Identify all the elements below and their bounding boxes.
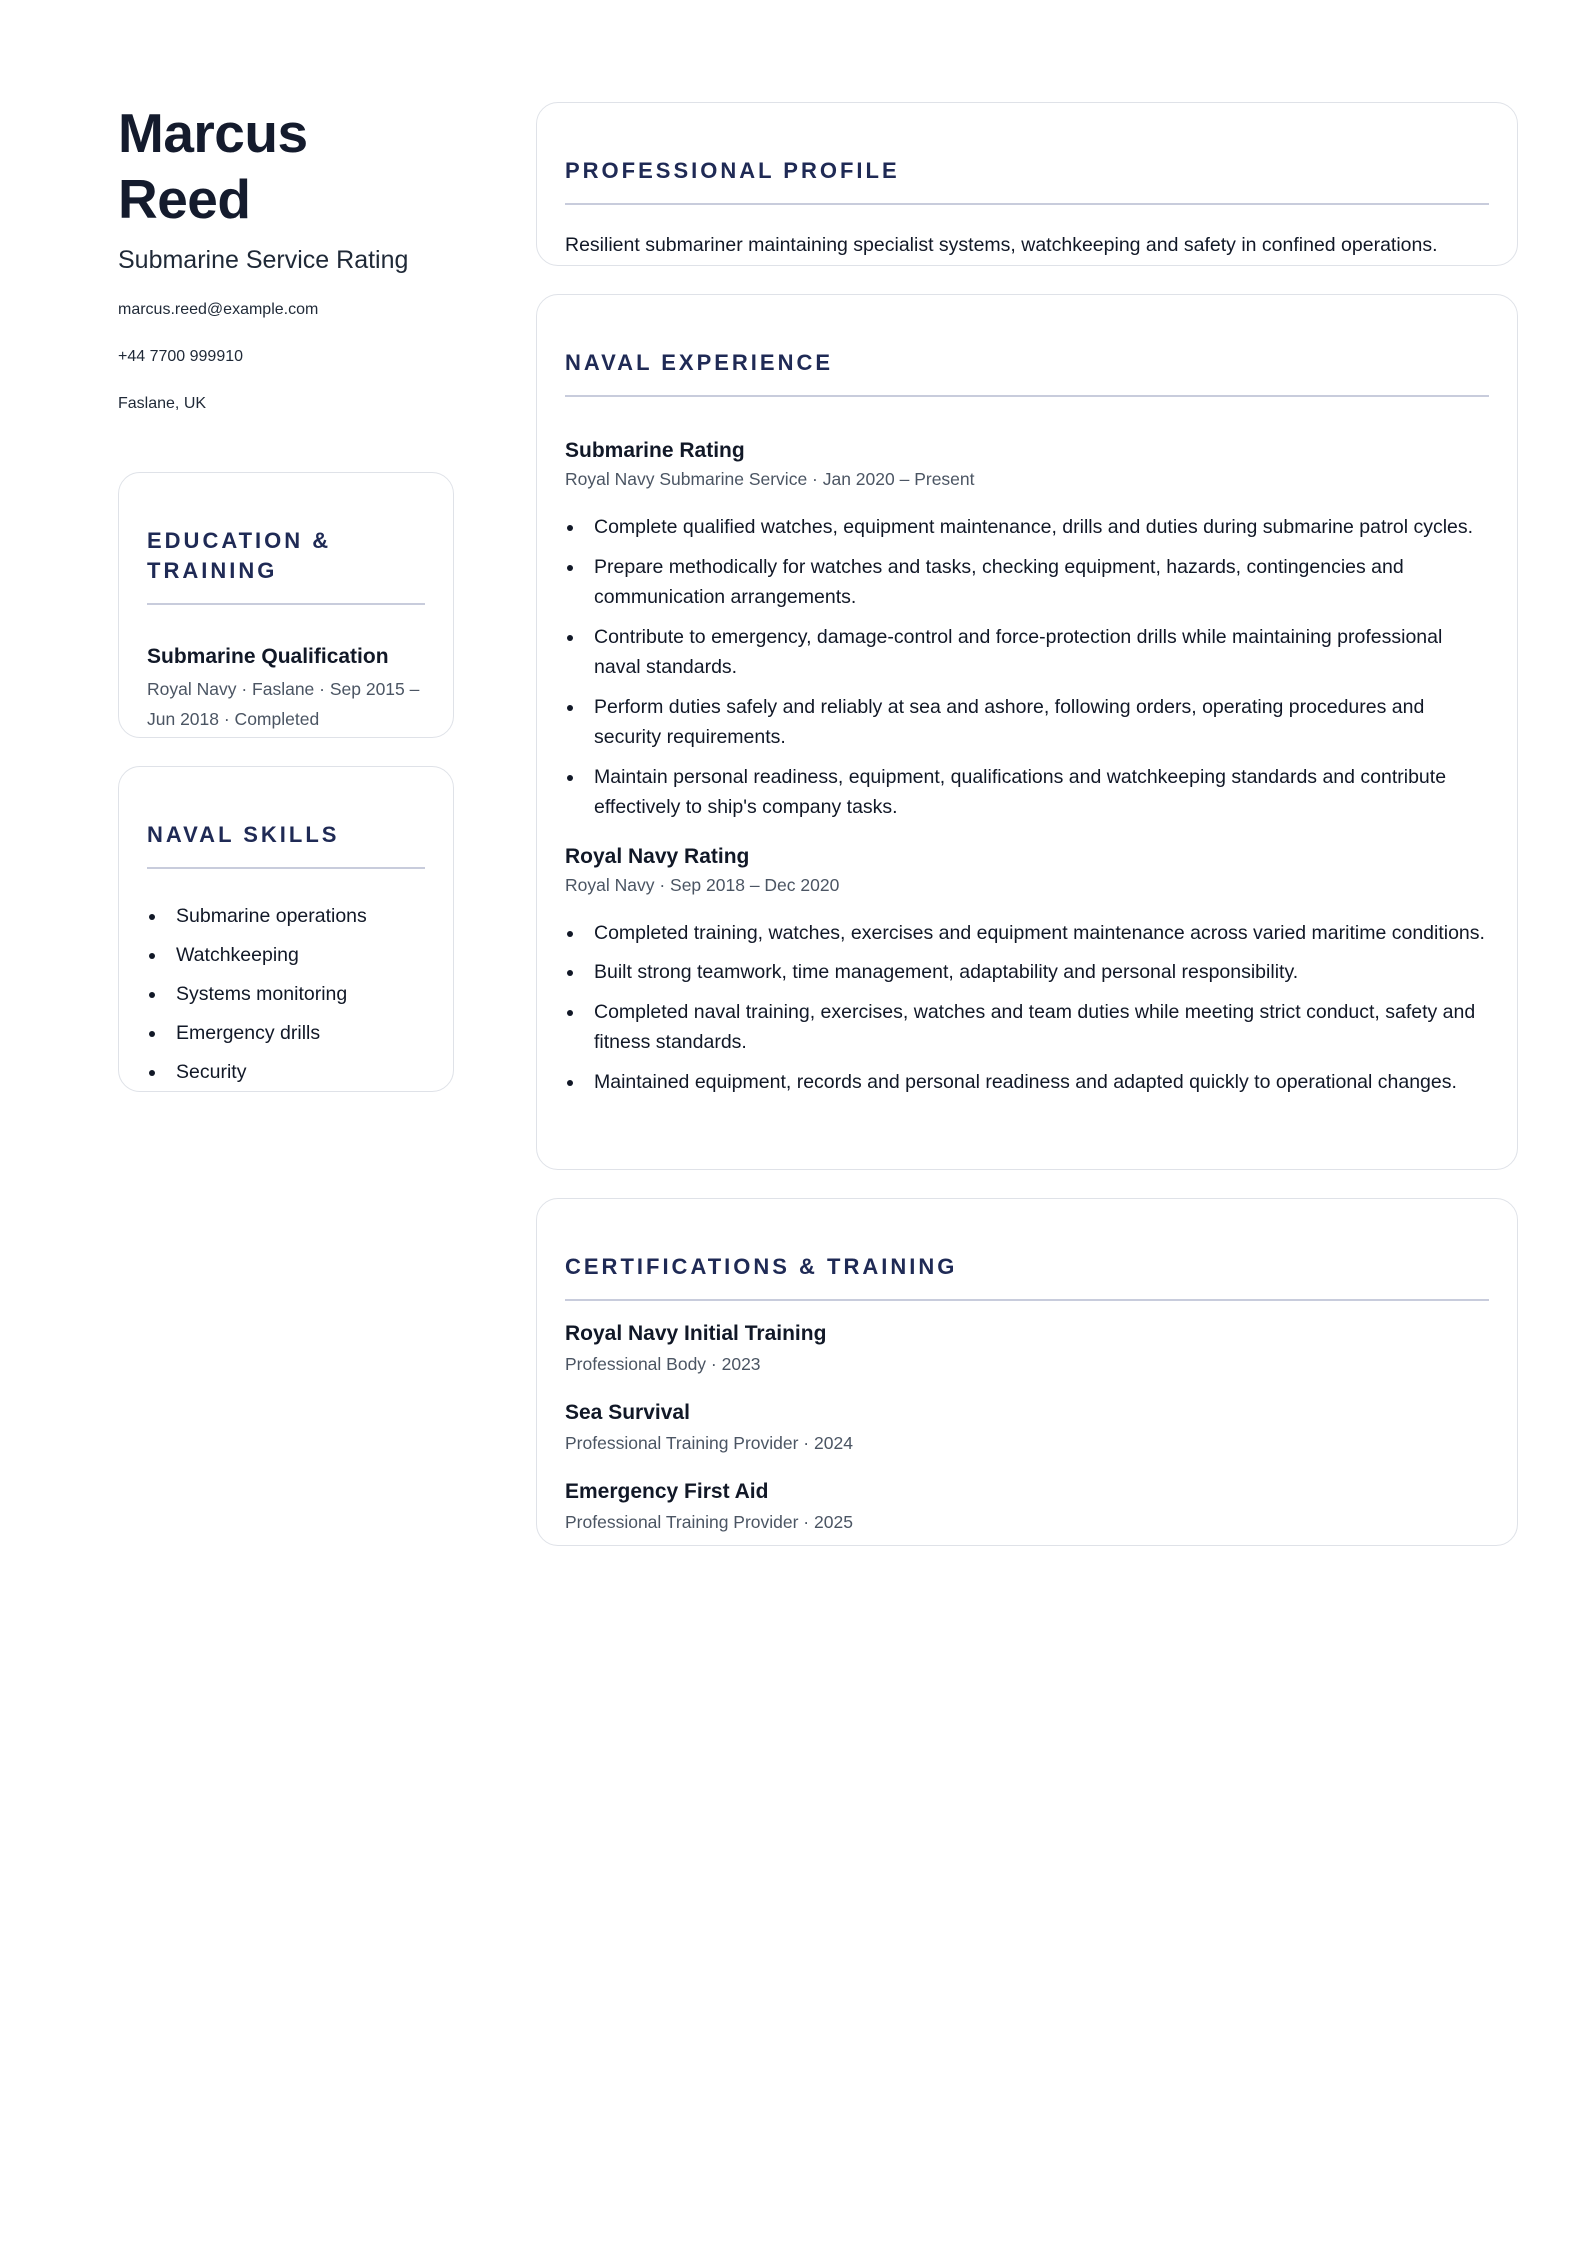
skills-card <box>118 766 454 1092</box>
right-column <box>536 102 1518 1546</box>
candidate-name: Marcus Reed <box>118 102 308 230</box>
skill-item: Emergency drills <box>147 1020 425 1046</box>
job-details: Royal Navy Submarine Service · Jan 2020 – Present <box>565 469 975 489</box>
section-divider <box>147 867 425 869</box>
certifications-title: CERTIFICATIONS & TRAINING <box>565 1254 958 1279</box>
section-divider <box>565 1299 1489 1301</box>
job-bullet: Prepare methodically for watches and tasks, checking equipment, hazards, contingencies and communication arrangements. <box>565 552 1489 613</box>
skills-title: NAVAL SKILLS <box>147 822 340 847</box>
experience-card <box>536 294 1518 1170</box>
skill-item: Submarine operations <box>147 903 425 929</box>
certification-title: Royal Navy Initial Training <box>565 1322 827 1345</box>
skill-item: Watchkeeping <box>147 942 425 968</box>
certifications-card <box>536 1198 1518 1546</box>
education-title: EDUCATION & TRAINING <box>147 528 332 583</box>
job-title: Royal Navy Rating <box>565 844 750 868</box>
job-bullet: Contribute to emergency, damage-control and force-protection drills while maintaining professional naval standards. <box>565 622 1489 683</box>
job-bullet: Maintain personal readiness, equipment, qualifications and watchkeeping standards and contribute effectively to ship's company tasks. <box>565 762 1489 823</box>
contact-list <box>118 301 454 413</box>
profile-card <box>536 102 1518 266</box>
certification-item <box>565 1478 1489 1536</box>
left-column <box>118 100 454 1092</box>
certification-item <box>565 1399 1489 1457</box>
job-bullet: Maintained equipment, records and personal readiness and adapted quickly to operational changes. <box>565 1067 1489 1098</box>
section-divider <box>565 203 1489 205</box>
certification-title: Emergency First Aid <box>565 1480 769 1503</box>
profile-title: PROFESSIONAL PROFILE <box>565 158 900 183</box>
skill-item: Systems monitoring <box>147 981 425 1007</box>
experience-title: NAVAL EXPERIENCE <box>565 350 834 375</box>
section-divider <box>565 395 1489 397</box>
profile-summary: Resilient submariner maintaining specialist systems, watchkeeping and safety in confined operations. <box>565 234 1438 256</box>
certification-item <box>565 1320 1489 1378</box>
education-card <box>118 472 454 738</box>
section-divider <box>147 603 425 605</box>
job-bullets <box>565 512 1489 823</box>
job-bullet: Completed training, watches, exercises and equipment maintenance across varied maritime conditions. <box>565 918 1489 949</box>
job-bullet: Complete qualified watches, equipment maintenance, drills and duties during submarine patrol cycles. <box>565 512 1489 543</box>
job-title: Submarine Rating <box>565 439 745 462</box>
job-details: Royal Navy · Sep 2018 – Dec 2020 <box>565 874 840 895</box>
job-entry <box>565 437 1489 823</box>
job-bullet: Built strong teamwork, time management, adaptability and personal responsibility. <box>565 957 1489 988</box>
contact-location: Faslane, UK <box>118 395 207 412</box>
certification-details: Professional Body · 2023 <box>565 1354 761 1374</box>
education-item-details: Royal Navy · Faslane · Sep 2015 – Jun 2018 · Completed <box>147 679 420 729</box>
skills-list <box>147 903 425 1085</box>
certification-title: Sea Survival <box>565 1401 690 1424</box>
skill-item: Security <box>147 1059 425 1085</box>
contact-email[interactable]: marcus.reed@example.com <box>118 301 319 318</box>
education-item-title: Submarine Qualification <box>147 645 389 668</box>
certification-details: Professional Training Provider · 2024 <box>565 1433 853 1453</box>
job-bullet: Completed naval training, exercises, watches and team duties while meeting strict conduct, safety and fitness standards. <box>565 997 1489 1058</box>
education-item <box>147 643 425 734</box>
job-entry <box>565 843 1489 1098</box>
contact-phone[interactable]: +44 7700 999910 <box>118 348 244 365</box>
job-bullets <box>565 918 1489 1098</box>
certification-details: Professional Training Provider · 2025 <box>565 1512 853 1532</box>
candidate-role: Submarine Service Rating <box>118 246 409 274</box>
job-bullet: Perform duties safely and reliably at sea and ashore, following orders, operating procedures and security requirements. <box>565 692 1489 753</box>
